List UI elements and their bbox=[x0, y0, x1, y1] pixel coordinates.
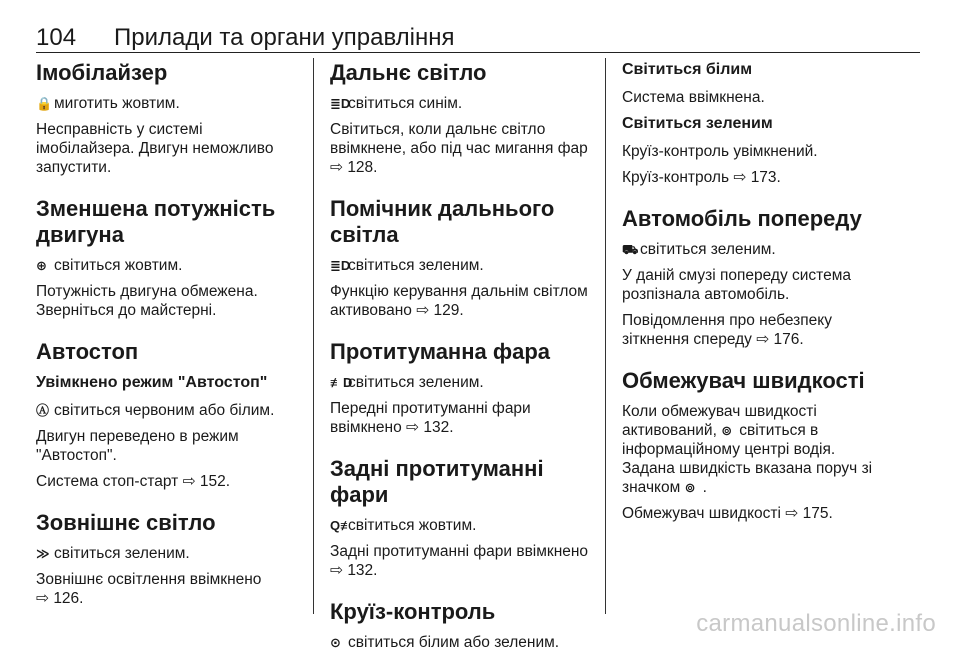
column-2 bbox=[330, 60, 596, 659]
cruise-green-ref[interactable]: Круїз-контроль ⇨ 173. bbox=[622, 169, 781, 186]
cruise-green-subtitle: Світиться зеленим bbox=[622, 115, 773, 132]
column-1 bbox=[36, 60, 298, 615]
section-title-high-beam-assist: Помічник дальнього світла bbox=[330, 196, 555, 247]
vehicle-ahead-text: У даній смузі попереду система розпізнала автомобіль. bbox=[622, 267, 851, 303]
car-key-icon: 🔒 bbox=[36, 96, 53, 111]
section-title-autostop: Автостоп bbox=[36, 339, 139, 364]
reference-arrow-icon: ⇨ bbox=[416, 302, 430, 319]
high-beam-text[interactable]: Світиться, коли дальнє світло ввімкнене, або під час мигання фар ⇨ 128. bbox=[330, 121, 588, 176]
cruise-white-subtitle: Світиться білим bbox=[622, 61, 753, 78]
section-title-high-beam: Дальнє світло bbox=[330, 60, 487, 85]
page-number: 104 bbox=[36, 24, 77, 51]
speed-limiter-icon: ⊚ bbox=[721, 423, 733, 438]
reduced-power-status: ⊕ світиться жовтим. bbox=[36, 257, 183, 274]
front-fog-text[interactable]: Передні протитуманні фари ввімкнено ⇨ 132. bbox=[330, 400, 531, 436]
vehicle-ahead-ref[interactable]: Повідомлення про небезпеку зіткнення спереду ⇨ 176. bbox=[622, 312, 832, 348]
autostop-ref[interactable]: Система стоп-старт ⇨ 152. bbox=[36, 473, 231, 490]
cruise-green-text: Круїз-контроль увімкнений. bbox=[622, 143, 818, 160]
speed-limiter-icon: ⊚ bbox=[684, 480, 696, 495]
vehicle-ahead-status: ⛟ світиться зеленим. bbox=[622, 241, 776, 258]
reference-arrow-icon: ⇨ bbox=[330, 562, 343, 579]
autostop-status: Ⓐ світиться червоним або білим. bbox=[36, 402, 275, 419]
cruise-control-icon: ⊙ bbox=[330, 635, 341, 650]
high-beam-assist-text[interactable]: Функцію керування дальнім світлом активовано ⇨ 129. bbox=[330, 283, 588, 319]
autostop-icon: Ⓐ bbox=[36, 403, 50, 418]
rear-fog-text[interactable]: Задні протитуманні фари ввімкнено ⇨ 132. bbox=[330, 543, 589, 579]
watermark: carmanualsonline.info bbox=[696, 610, 936, 637]
exterior-light-text[interactable]: Зовнішнє освітлення ввімкнено ⇨ 126. bbox=[36, 571, 262, 607]
reference-arrow-icon: ⇨ bbox=[406, 419, 420, 436]
reference-arrow-icon: ⇨ bbox=[36, 590, 49, 607]
section-title-reduced-power: Зменшена потужність двигуна bbox=[36, 196, 276, 247]
speed-limiter-text: Коли обмежувач швидкості активований, ⊚ світиться в інформаційному центрі водія. Задана швидкість вказана поруч зі значком ⊚ . bbox=[622, 403, 873, 496]
reference-arrow-icon: ⇨ bbox=[756, 331, 770, 348]
front-fog-status: ≢Dсвітиться зеленим. bbox=[330, 374, 484, 391]
cruise-white-text: Система ввімкнена. bbox=[622, 89, 765, 106]
rear-fog-status: Q≢світиться жовтим. bbox=[330, 517, 477, 534]
vehicle-ahead-icon: ⛟ bbox=[622, 242, 639, 257]
section-title-vehicle-ahead: Автомобіль попереду bbox=[622, 206, 862, 231]
high-beam-status: ≣Dсвітиться синім. bbox=[330, 95, 463, 112]
column-3 bbox=[622, 60, 892, 530]
cruise-control-status: ⊙ світиться білим або зеленим. bbox=[330, 634, 560, 651]
autostop-text: Двигун переведено в режим "Автостоп". bbox=[36, 428, 239, 464]
reference-arrow-icon: ⇨ bbox=[785, 505, 799, 522]
column-divider bbox=[313, 58, 314, 614]
section-title-exterior-light: Зовнішнє світло bbox=[36, 510, 216, 535]
high-beam-icon: ≣D bbox=[330, 96, 351, 111]
column-divider bbox=[605, 58, 606, 614]
chapter-title: Прилади та органи управління bbox=[114, 24, 455, 51]
high-beam-assist-status: ≣Dсвітиться зеленим. bbox=[330, 257, 484, 274]
reference-arrow-icon: ⇨ bbox=[733, 169, 747, 186]
reference-arrow-icon: ⇨ bbox=[182, 473, 196, 490]
section-title-immobiliser: Імобілайзер bbox=[36, 60, 168, 85]
front-fog-icon: ≢D bbox=[330, 375, 353, 390]
section-title-front-fog: Протитуманна фара bbox=[330, 339, 551, 364]
section-title-rear-fog: Задні протитуманні фари bbox=[330, 456, 544, 507]
rear-fog-icon: Q≢ bbox=[330, 518, 354, 533]
immobiliser-status: 🔒 миготить жовтим. bbox=[36, 95, 180, 112]
reduced-power-text: Потужність двигуна обмежена. Зверніться до майстерні. bbox=[36, 283, 258, 319]
exterior-light-icon: ≫ bbox=[36, 546, 50, 561]
autostop-subtitle: Увімкнено режим "Автостоп" bbox=[36, 374, 268, 391]
reference-arrow-icon: ⇨ bbox=[330, 159, 343, 176]
immobiliser-text: Несправність у системі імобілайзера. Двигун неможливо запустити. bbox=[36, 121, 274, 176]
section-title-speed-limiter: Обмежувач швидкості bbox=[622, 368, 865, 393]
high-beam-assist-icon: ≣D bbox=[330, 258, 351, 273]
engine-power-icon: ⊕ bbox=[36, 258, 47, 273]
speed-limiter-ref[interactable]: Обмежувач швидкості ⇨ 175. bbox=[622, 505, 833, 522]
exterior-light-status: ≫ світиться зеленим. bbox=[36, 545, 190, 562]
section-title-cruise-control: Круїз-контроль bbox=[330, 599, 496, 624]
page-header bbox=[36, 22, 920, 53]
